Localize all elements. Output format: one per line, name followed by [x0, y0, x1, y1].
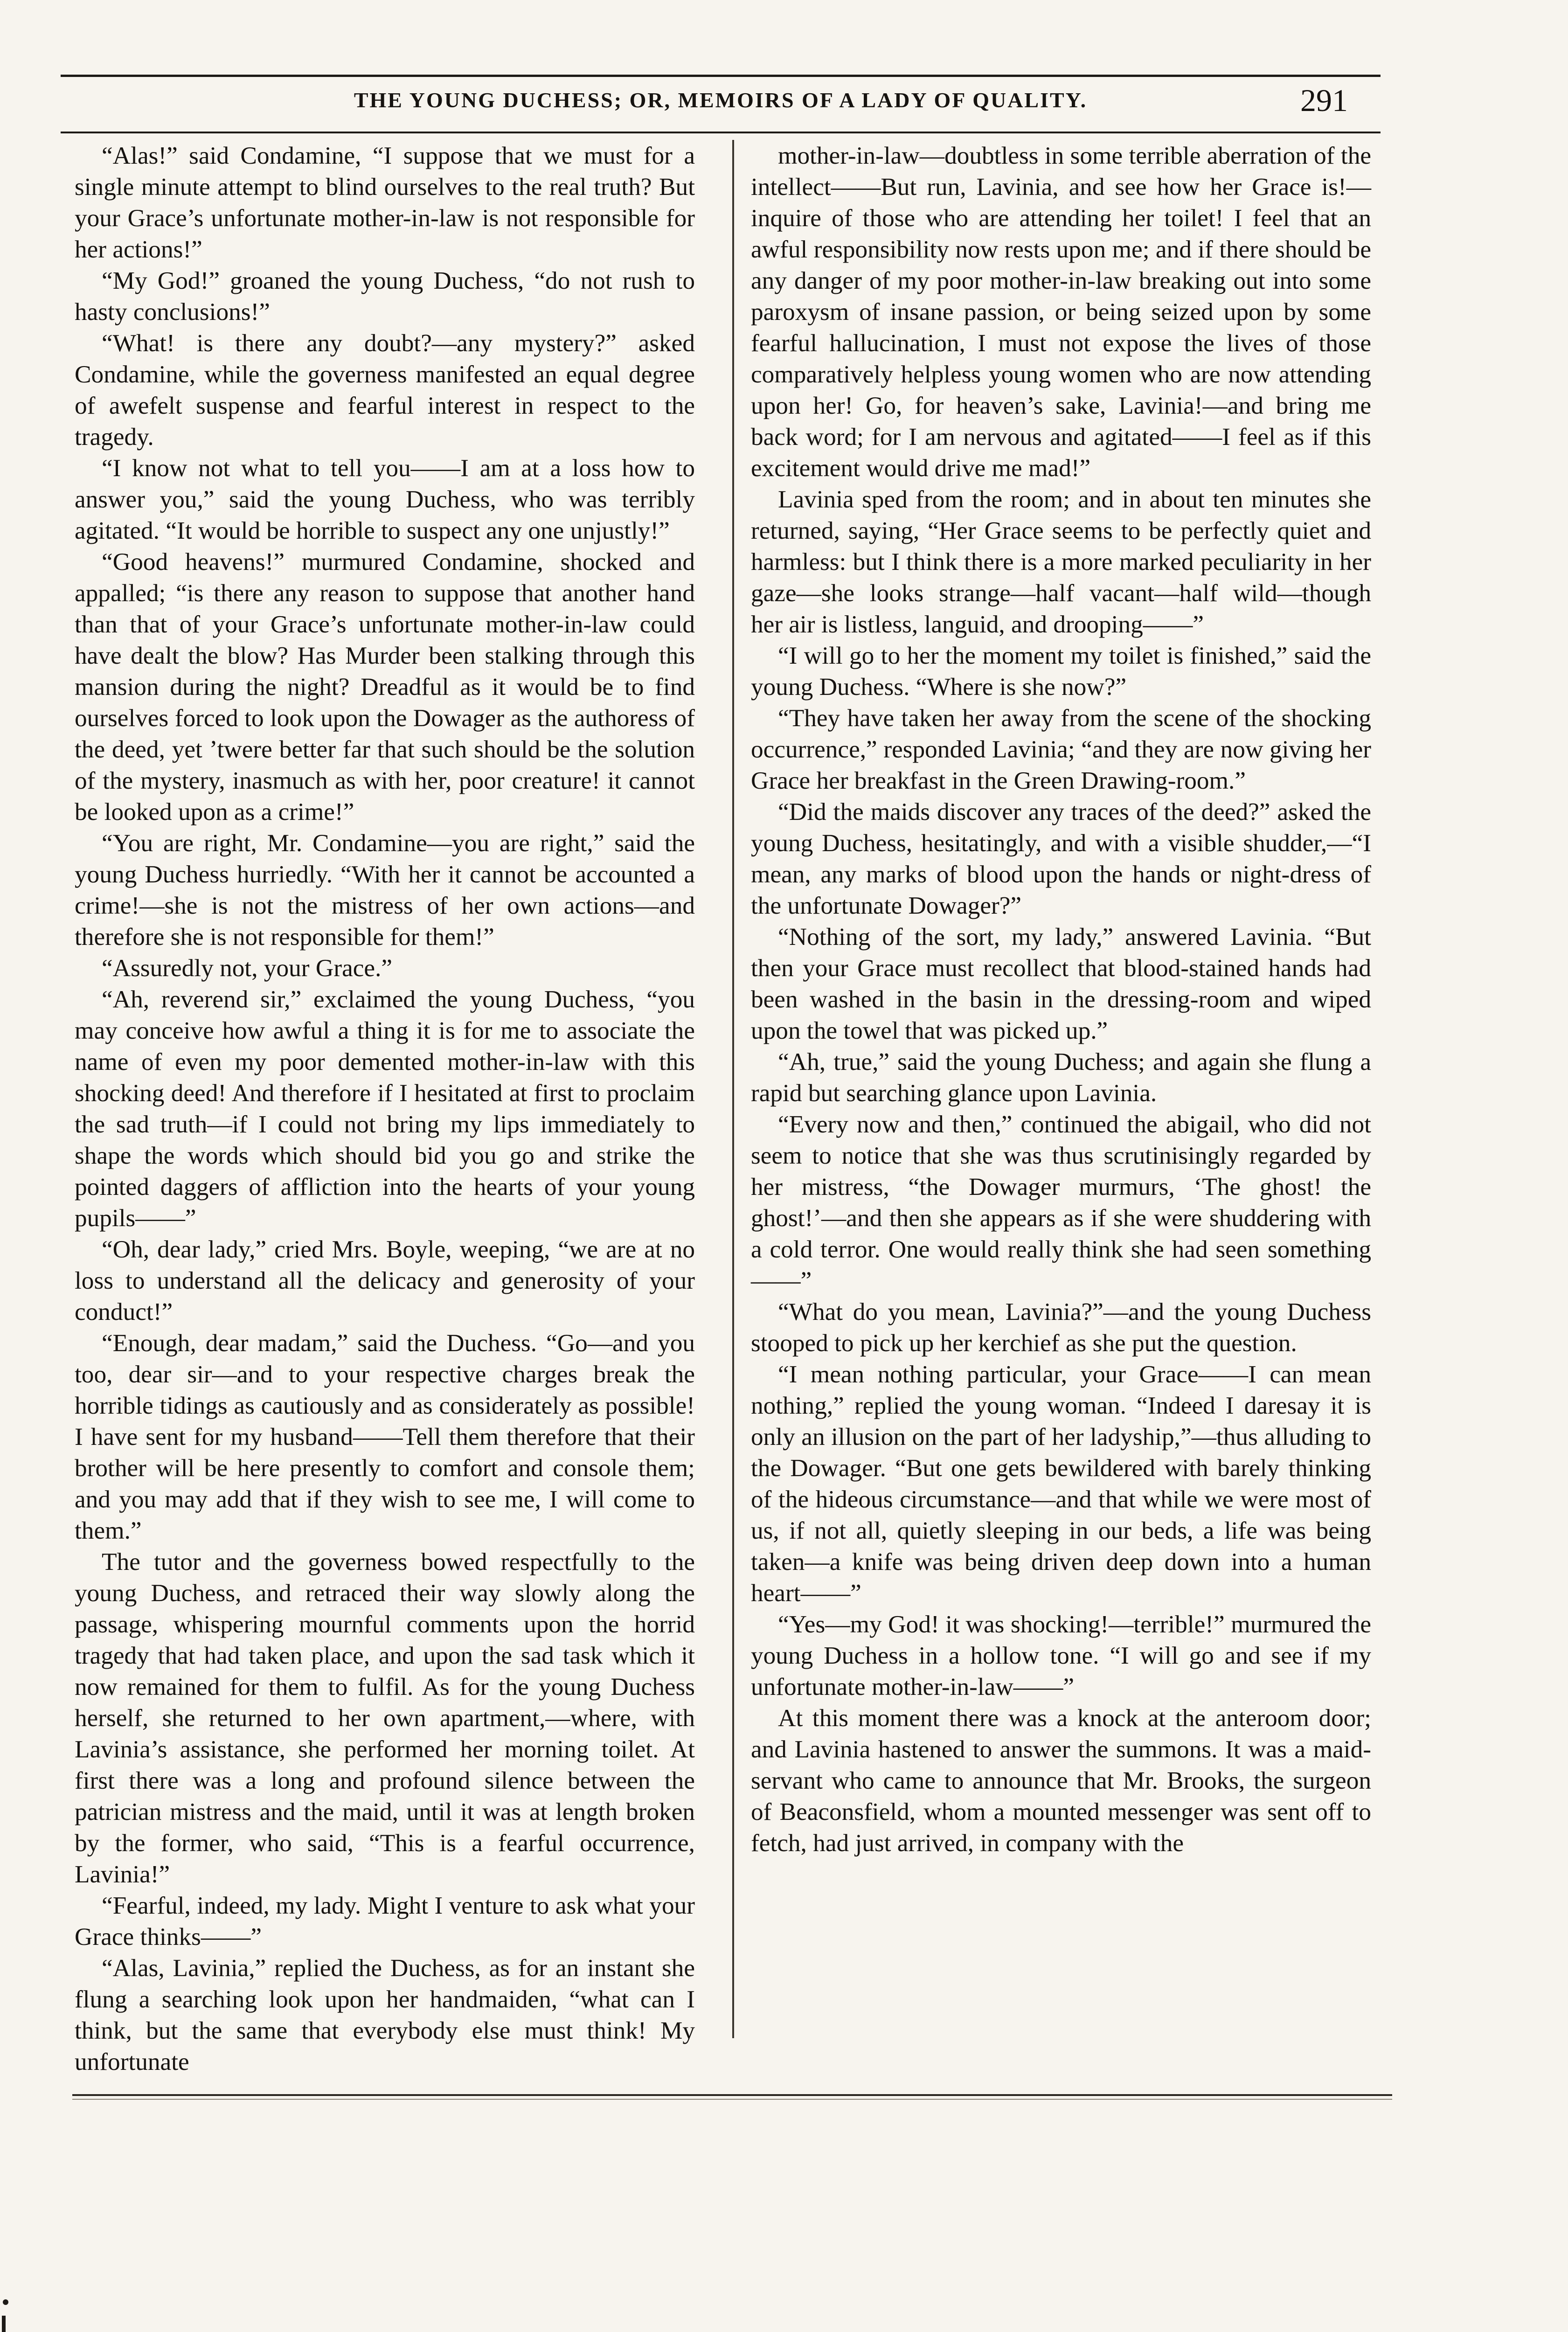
- top-rule: [61, 75, 1381, 77]
- right-column: [751, 140, 1371, 1859]
- paragraph: “Ah, reverend sir,” exclaimed the young Duchess, “you may conceive how awful a thing it is for me to associate the name of even my poor demented mother-in-law with this shocking deed! And therefore if I hesitated at first to proclaim the sad truth—if I could not bring my lips immediately to shape the words which should bid you go and strike the pointed daggers of affliction into the hearts of your young pupils——”: [75, 986, 695, 1232]
- left-column: [75, 140, 695, 2077]
- paragraph: Lavinia sped from the room; and in about ten minutes she returned, saying, “Her Grace seems to be perfectly quiet and harmless: but I think there is a more marked peculiarity in her gaze—she looks strange—half vacant—half wild—though her air is listless, languid, and drooping——”: [751, 486, 1371, 638]
- paragraph: “What! is there any doubt?—any mystery?” asked Condamine, while the governess manifested an equal degree of awefelt suspense and fearful interest in respect to the tragedy.: [75, 329, 695, 451]
- running-header: [61, 79, 1381, 131]
- paragraph: mother-in-law—doubtless in some terrible aberration of the intellect——But run, Lavinia, and see how her Grace is!—inquire of those who are attending her toilet! I feel that an awful responsibility now rests upon me; and if there should be any danger of my poor mother-in-law breaking out into some paroxysm of insane passion, or being seized upon by some fearful hallucination, I must not expose the lives of those comparatively helpless young women who are now attending upon her! Go, for heaven’s sake, Lavinia!—and bring me back word; for I am nervous and agitated——I feel as if this excitement would drive me mad!”: [751, 142, 1371, 482]
- margin-mark: [3, 2299, 8, 2305]
- bottom-rule: [72, 2094, 1392, 2096]
- paragraph: “Every now and then,” continued the abigail, who did not seem to notice that she was thus scrutinisingly regarded by her mistress, “the Dowager murmurs, ‘The ghost! the ghost!’—and then she appears as if she were shuddering with a cold terror. One would really think she had seen something——”: [751, 1110, 1371, 1294]
- paragraph: “Alas, Lavinia,” replied the Duchess, as for an instant she flung a searching look upon her handmaiden, “what can I think, but the same that everybody else must think! My unfortunate: [75, 1954, 695, 2075]
- bottom-rule-thin: [72, 2099, 1392, 2100]
- paragraph: “Good heavens!” murmured Condamine, shocked and appalled; “is there any reason to suppose that another hand than that of your Grace’s unfortunate mother-in-law could have dealt the blow? Has Murder been stalking through this mansion during the night? Dreadful as it would be to find ourselves forced to look upon the Dowager as the authoress of the deed, yet ’twere better far that such should be the solution of the mystery, inasmuch as with her, poor creature! it cannot be looked upon as a crime!”: [75, 548, 695, 826]
- paragraph: “Enough, dear madam,” said the Duchess. “Go—and you too, dear sir—and to your respective charges break the horrible tidings as cautiously and as considerately as possible! I have sent for my husband——Tell them therefore that their brother will be here presently to comfort and console them; and you may add that if they wish to see me, I will come to them.”: [75, 1329, 695, 1544]
- paragraph: “I know not what to tell you——I am at a loss how to answer you,” said the young Duchess, who was terribly agitated. “It would be horrible to suspect any one unjustly!”: [75, 454, 695, 544]
- page-number: 291: [1300, 83, 1348, 118]
- paragraph: “I will go to her the moment my toilet is finished,” said the young Duchess. “Where is she now?”: [751, 642, 1371, 701]
- running-title: THE YOUNG DUCHESS; OR, MEMOIRS OF A LADY OF QUALITY.: [354, 88, 1088, 112]
- paragraph: “You are right, Mr. Condamine—you are right,” said the young Duchess hurriedly. “With her it cannot be accounted a crime!—she is not the mistress of her own actions—and therefore she is not responsible for them!”: [75, 829, 695, 951]
- header-rule: [61, 132, 1381, 133]
- paragraph: “Assuredly not, your Grace.”: [102, 954, 393, 982]
- paragraph: “Yes—my God! it was shocking!—terrible!” murmured the young Duchess in a hollow tone. “I will go and see if my unfortunate mother-in-law——”: [751, 1610, 1371, 1700]
- paragraph: “Fearful, indeed, my lady. Might I venture to ask what your Grace thinks——”: [75, 1892, 695, 1950]
- paragraph: “Oh, dear lady,” cried Mrs. Boyle, weeping, “we are at no loss to understand all the delicacy and generosity of your conduct!”: [75, 1235, 695, 1326]
- paragraph: “What do you mean, Lavinia?”—and the young Duchess stooped to pick up her kerchief as she put the question.: [751, 1298, 1371, 1357]
- paragraph: The tutor and the governess bowed respectfully to the young Duchess, and retraced their way slowly along the passage, whispering mournful comments upon the horrid tragedy that had taken place, and upon the sad task which it now remained for them to fulfil. As for the young Duchess herself, she returned to her own apartment,—where, with Lavinia’s assistance, she performed her morning toilet. At first there was a long and profound silence between the patrician mistress and the maid, until it was at length broken by the former, who said, “This is a fearful occurrence, Lavinia!”: [75, 1548, 695, 1888]
- paragraph: “Nothing of the sort, my lady,” answered Lavinia. “But then your Grace must recollect that blood-stained hands had been washed in the basin in the dressing-room and wiped upon the towel that was picked up.”: [751, 923, 1371, 1044]
- paragraph: “My God!” groaned the young Duchess, “do not rush to hasty conclusions!”: [75, 267, 695, 326]
- paragraph: “Did the maids discover any traces of the deed?” asked the young Duchess, hesitatingly, and with a visible shudder,—“I mean, any marks of blood upon the hands or night-dress of the unfortunate Dowager?”: [751, 798, 1371, 919]
- margin-mark: [2, 2316, 6, 2332]
- paragraph: “They have taken her away from the scene of the shocking occurrence,” responded Lavinia; “and they are now giving her Grace her breakfast in the Green Drawing-room.”: [751, 704, 1371, 794]
- paragraph: “Alas!” said Condamine, “I suppose that we must for a single minute attempt to blind ourselves to the real truth? But your Grace’s unfortunate mother-in-law is not responsible for her actions!”: [75, 142, 695, 263]
- paragraph: “I mean nothing particular, your Grace——I can mean nothing,” replied the young woman. “Indeed I daresay it is only an illusion on the part of her ladyship,”—thus alluding to the Dowager. “But one gets bewildered with barely thinking of the hideous circumstance—and that while we were most of us, if not all, quietly sleeping in our beds, a life was being taken—a knife was being driven deep down into a human heart——”: [751, 1360, 1371, 1607]
- column-divider: [732, 140, 734, 2038]
- paragraph: At this moment there was a knock at the anteroom door; and Lavinia hastened to answer the summons. It was a maid-servant who came to announce that Mr. Brooks, the surgeon of Beaconsfield, whom a mounted messenger was sent off to fetch, had just arrived, in company with the: [751, 1704, 1371, 1857]
- paragraph: “Ah, true,” said the young Duchess; and again she flung a rapid but searching glance upon Lavinia.: [751, 1048, 1371, 1107]
